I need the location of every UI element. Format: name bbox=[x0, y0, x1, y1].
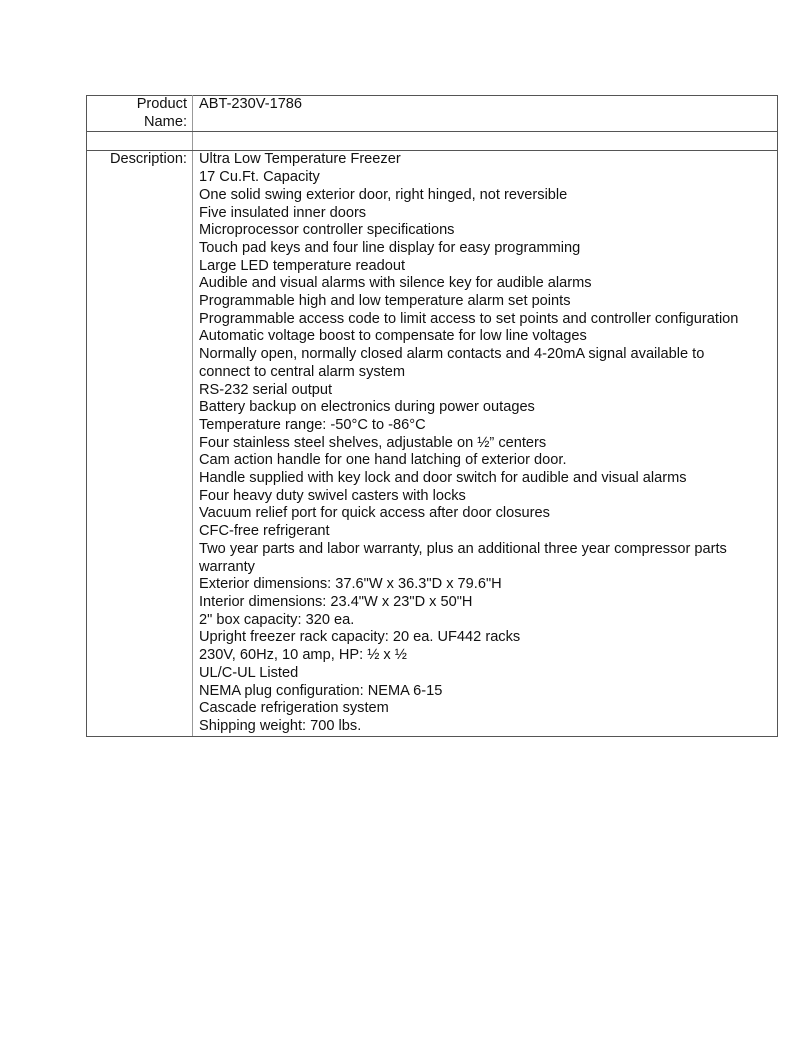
description-item: Exterior dimensions: 37.6"W x 36.3"D x 79.6"H bbox=[199, 576, 502, 593]
product-name-label: Product Name: bbox=[87, 96, 193, 132]
description-item: Programmable access code to limit access to set points and controller configuration bbox=[199, 310, 739, 327]
description-item: Normally open, normally closed alarm contacts and 4-20mA signal available to connect to central alarm system bbox=[199, 346, 705, 380]
spacer-cell bbox=[87, 132, 193, 151]
description-row bbox=[87, 151, 778, 736]
description-item: Interior dimensions: 23.4"W x 23"D x 50"H bbox=[199, 593, 473, 610]
description-item: Automatic voltage boost to compensate for low line voltages bbox=[199, 328, 587, 345]
description-item: Temperature range: -50°C to -86°C bbox=[199, 416, 426, 433]
description-label: Description: bbox=[87, 151, 193, 736]
description-item: Handle supplied with key lock and door switch for audible and visual alarms bbox=[199, 470, 687, 487]
description-item: Touch pad keys and four line display for easy programming bbox=[199, 239, 581, 256]
description-item: Programmable high and low temperature alarm set points bbox=[199, 293, 571, 310]
description-item: Vacuum relief port for quick access after door closures bbox=[199, 505, 550, 522]
description-item: Battery backup on electronics during power outages bbox=[199, 399, 535, 416]
description-item: CFC-free refrigerant bbox=[199, 523, 330, 540]
product-name-value: ABT-230V-1786 bbox=[193, 96, 778, 132]
description-item: 17 Cu.Ft. Capacity bbox=[199, 169, 320, 186]
description-item: Ultra Low Temperature Freezer bbox=[199, 151, 401, 168]
spacer-row bbox=[87, 132, 778, 151]
description-item: UL/C-UL Listed bbox=[199, 664, 299, 681]
description-item: One solid swing exterior door, right hinged, not reversible bbox=[199, 186, 568, 203]
product-spec-table bbox=[86, 95, 778, 737]
description-item: Four heavy duty swivel casters with locks bbox=[199, 487, 466, 504]
description-item: Cascade refrigeration system bbox=[199, 700, 389, 717]
description-item: NEMA plug configuration: NEMA 6-15 bbox=[199, 682, 443, 699]
description-item: 2" box capacity: 320 ea. bbox=[199, 611, 355, 628]
description-item: Upright freezer rack capacity: 20 ea. UF442 racks bbox=[199, 629, 521, 646]
description-item: Cam action handle for one hand latching of exterior door. bbox=[199, 452, 567, 469]
description-item: Large LED temperature readout bbox=[199, 257, 406, 274]
description-item: 230V, 60Hz, 10 amp, HP: ½ x ½ bbox=[199, 647, 407, 664]
description-item: Five insulated inner doors bbox=[199, 204, 367, 221]
description-list bbox=[193, 151, 778, 736]
description-item: Two year parts and labor warranty, plus an additional three year compressor parts warranty bbox=[199, 540, 727, 575]
description-item: Four stainless steel shelves, adjustable on ½” centers bbox=[199, 434, 547, 451]
product-name-row bbox=[87, 96, 778, 132]
description-item: Shipping weight: 700 lbs. bbox=[199, 717, 362, 734]
description-item: RS-232 serial output bbox=[199, 381, 333, 398]
description-item: Audible and visual alarms with silence key for audible alarms bbox=[199, 275, 592, 292]
spacer-cell bbox=[193, 132, 778, 151]
description-item: Microprocessor controller specifications bbox=[199, 222, 455, 239]
